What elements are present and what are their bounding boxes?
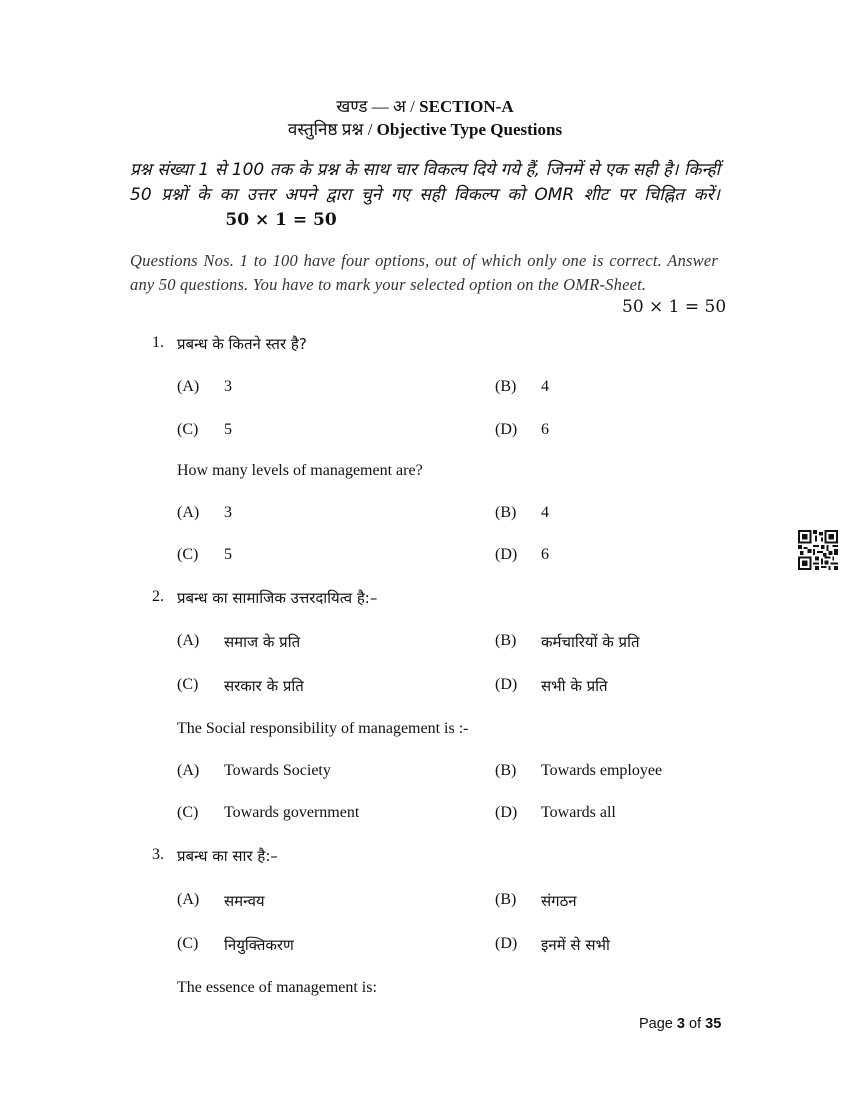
option-value: 4 (541, 504, 549, 521)
option-letter: (D) (495, 804, 518, 821)
option-letter: (A) (177, 891, 200, 908)
option-value: 3 (224, 378, 232, 395)
question-text-english: How many levels of management are? (177, 462, 423, 479)
option-value: समाज के प्रति (224, 633, 301, 651)
option-value: 5 (224, 546, 232, 563)
option-letter: (C) (177, 676, 199, 693)
english-instructions: Questions Nos. 1 to 100 have four options, out of which only one is correct. Answer any 50 questions. You have to mark your selected option on the OMR-Sheet. (130, 251, 718, 294)
section-heading (0, 94, 850, 117)
question-text-english: The essence of management is: (177, 979, 377, 996)
option-value: संगठन (541, 892, 577, 910)
option-value: 4 (541, 378, 549, 395)
option-value: कर्मचारियों के प्रति (541, 633, 640, 651)
option-letter: (C) (177, 804, 199, 821)
option-value: इनमें से सभी (541, 936, 610, 954)
option-value: समन्वय (224, 892, 265, 910)
option-value: Towards all (541, 804, 616, 821)
option-letter: (A) (177, 378, 200, 395)
option-value: Towards Society (224, 762, 331, 779)
option-letter: (C) (177, 546, 199, 563)
question-number: 1. (152, 334, 164, 351)
english-marks: 50 × 1 = 50 (622, 297, 727, 317)
option-letter: (B) (495, 762, 517, 779)
option-value: Towards employee (541, 762, 663, 779)
hindi-instructions (130, 158, 720, 233)
hindi-instructions-text: प्रश्न संख्या 1 से 100 तक के प्रश्न के साथ चार विकल्प दिये गये हैं, जिनमें से एक सही है। किन्हीं 50 प्रश्नों के का उत्तर अपने द्वारा चुने गए सही विकल्प को OMR शीट पर चिह्नित करें। (130, 160, 720, 205)
option-value: नियुक्तिकरण (224, 936, 294, 954)
page-current: 3 (676, 1016, 685, 1032)
question-number: 2. (152, 588, 164, 605)
question-text-hindi: प्रबन्ध का सामाजिक उत्तरदायित्व है:– (177, 589, 378, 607)
option-value: सभी के प्रति (541, 677, 608, 695)
option-letter: (B) (495, 504, 517, 521)
option-value: 6 (541, 421, 549, 438)
option-letter: (D) (495, 935, 518, 952)
option-letter: (D) (495, 676, 518, 693)
option-value: सरकार के प्रति (224, 677, 304, 695)
qr-code-icon (798, 530, 838, 570)
section-heading-english: SECTION-A (419, 97, 514, 116)
question-type-hindi: वस्तुनिष्ठ प्रश्न / (287, 120, 377, 139)
page-label: Page (639, 1016, 677, 1032)
page-of: of (684, 1016, 706, 1032)
option-letter: (A) (177, 504, 200, 521)
option-letter: (A) (177, 762, 200, 779)
option-value: 5 (224, 421, 232, 438)
section-heading-hindi: खण्ड — अ / (336, 97, 420, 116)
option-letter: (C) (177, 421, 199, 438)
option-letter: (B) (495, 632, 517, 649)
question-text-english: The Social responsibility of management is :- (177, 720, 469, 737)
page-total: 35 (705, 1016, 722, 1032)
question-type-heading (0, 117, 850, 140)
option-letter: (D) (495, 546, 518, 563)
hindi-marks: 50 × 1 = 50 (225, 210, 337, 230)
question-text-hindi: प्रबन्ध का सार है:– (177, 847, 278, 865)
question-number: 3. (152, 846, 164, 863)
page-number (639, 1016, 721, 1032)
option-value: 6 (541, 546, 549, 563)
option-value: 3 (224, 504, 232, 521)
option-letter: (C) (177, 935, 199, 952)
option-letter: (B) (495, 378, 517, 395)
option-letter: (B) (495, 891, 517, 908)
option-letter: (D) (495, 421, 518, 438)
option-value: Towards government (224, 804, 360, 821)
question-type-english: Objective Type Questions (376, 120, 563, 139)
question-text-hindi: प्रबन्ध के कितने स्तर है? (177, 335, 307, 353)
option-letter: (A) (177, 632, 200, 649)
